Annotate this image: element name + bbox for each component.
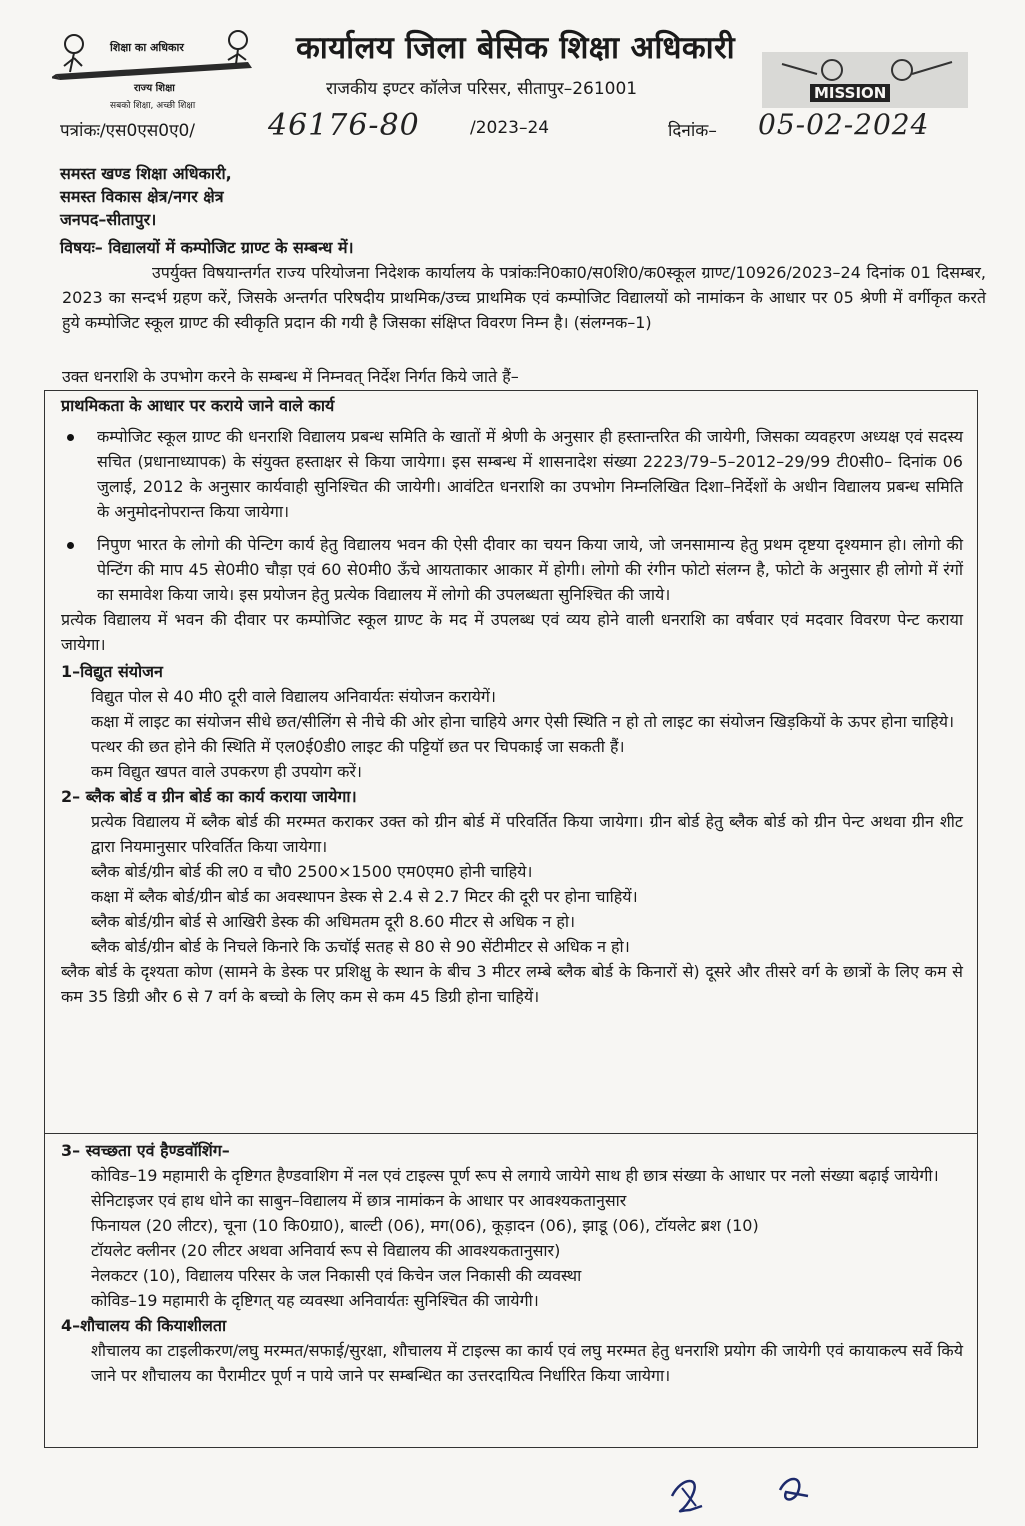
instructions-intro: उक्त धनराशि के उपभोग करने के सम्बन्ध में निम्नवत् निर्देश निर्गत किये जाते हैं–: [62, 367, 519, 386]
ref-prefix: पत्रांकः/एस0एस0ए0/: [60, 121, 196, 141]
addressee-line: समस्त खण्ड शिक्षा अधिकारी,: [60, 164, 232, 183]
section1-heading: 1–विद्युत संयोजन: [61, 662, 163, 681]
section3-line: कोविड–19 महामारी के दृष्टिगत हैण्डवाशिग में नल एवं टाइल्स पूर्ण रूप से लगाये जायेगे साथ ही छात्र संख्या के आधार पर नलो संख्या बढ़ाई जायेगी।: [91, 1166, 939, 1185]
logo-text-tagline: सबको शिक्षा, अच्छी शिक्षा: [110, 101, 196, 111]
section2-line: ब्लैक बोर्ड/ग्रीन बोर्ड के निचले किनारे कि ऊचॉई सतह से 80 से 90 सेंटीमीटर से अधिक न हो।: [91, 937, 630, 956]
ref-number: 46176-80: [268, 108, 420, 143]
intro-paragraph: उपर्युक्त विषयान्तर्गत राज्य परियोजना निदेशक कार्यालय के पत्रांकःनि0का0/स0शि0/क0स्कूल ग्राण्ट/10926/2023–24 दिनांक 01 दिसम्बर, 2023 का सन्दर्भ ग्रहण करें, जिसके अन्तर्गत परिषदीय प्राथमिक/उच्च प्राथमिक एवं कम्पोजिट विद्यालयों को नामांकन के आधार पर 05 श्रेणी में वर्गीकृत करते हुये कम्पोजिट स्कूल ग्राण्ट की स्वीकृति प्रदान की गयी है जिसका संक्षिप्त विवरण निम्न है। (संलग्नक–1): [62, 263, 986, 332]
list-item: [61, 424, 963, 524]
bullet-text: निपुण भारत के लोगो की पेन्टिग कार्य हेतु विद्यालय भवन की ऐसी दीवार का चयन किया जाये, जो जनसामान्य हेतु प्रथम दृष्टया दृश्यमान हो। लोगो की पेन्टिंग की माप 45 से0मी0 चौड़ा एवं 60 से0मी0 ऊँचे आयताकार आकार में होगी। लोगो की रंगीन फोटो संलग्न है, फोटो के अनुसार ही लोगो में रंगों का समावेश किया जाये। इस प्रयोजन हेतु प्रत्येक विद्यालय में लोगो की उपलब्धता सुनिश्चित की जाये।: [97, 535, 963, 604]
section1-line: कक्षा में लाइट का संयोजन सीधे छत/सीलिंग से नीचे की ओर होना चाहिये अगर ऐसी स्थिति न हो तो लाइट का संयोजन खिड़कियों के ऊपर होना चाहिये।: [91, 712, 955, 731]
section3-line: टॉयलेट क्लीनर (20 लीटर अथवा अनिवार्य रूप से विद्यालय की आवश्यकतानुसार): [91, 1241, 561, 1260]
priority-works-box: [44, 390, 978, 1134]
section3-line: नेलकटर (10), विद्यालय परिसर के जल निकासी एवं किचेन जल निकासी की व्यवस्था: [91, 1266, 582, 1285]
logo-text-state: राज्य शिक्षा: [134, 83, 175, 94]
logo-left: [52, 22, 262, 114]
section2-line: प्रत्येक विद्यालय में ब्लैक बोर्ड की मरम्मत कराकर उक्त को ग्रीन बोर्ड में परिवर्तित किया जायेगा। ग्रीन बोर्ड हेतु ब्लैक बोर्ड को ग्रीन पेन्ट अथवा ग्रीन शीट द्वारा नियमानुसार परिवर्तित किया जायेगा।: [91, 812, 963, 856]
section1-line: विद्युत पोल से 40 मी0 दूरी वाले विद्यालय अनिवार्यतः संयोजन करायेगें।: [91, 687, 496, 706]
list-item: [61, 532, 963, 607]
section2-line: ब्लैक बोर्ड/ग्रीन बोर्ड की ल0 व चौ0 2500×1500 एम0एम0 होनी चाहिये।: [91, 862, 533, 881]
addressee-line: समस्त विकास क्षेत्र/नगर क्षेत्र: [60, 187, 224, 206]
section3-line: फिनायल (20 लीटर), चूना (10 कि0ग्रा0), बाल्टी (06), मग(06), कूड़ादन (06), झाडू (06), टॉयलेट ब्रश (10): [91, 1216, 759, 1235]
bullet-icon: [67, 434, 74, 441]
section2-line: ब्लैक बोर्ड/ग्रीन बोर्ड से आखिरी डेस्क की अधिमतम दूरी 8.60 मीटर से अधिक न हो।: [91, 912, 576, 931]
section1-line: कम विद्युत खपत वाले उपकरण ही उपयोग करें।: [91, 762, 362, 781]
section2-line: कक्षा में ब्लैक बोर्ड/ग्रीन बोर्ड का अवस्थापन डेस्क से 2.4 से 2.7 मिटर की दूरी पर होना चाहियें।: [91, 887, 638, 906]
mission-logo-text: MISSION: [810, 84, 890, 102]
date-label: दिनांक–: [668, 121, 717, 141]
hygiene-toilet-box: [44, 1134, 978, 1448]
ref-session: /2023–24: [470, 118, 550, 138]
section2-note: ब्लैक बोर्ड के दृश्यता कोण (सामने के डेस्क पर प्रशिक्षु के स्थान के बीच 3 मीटर लम्बे ब्लैक बोर्ड के किनारों से) दूसरे और तीसरे वर्ग के छात्रों के लिए कम से कम 35 डिग्री और 6 से 7 वर्ग के बच्चो के लिए कम से कम 45 डिग्री होना चाहियें।: [61, 962, 963, 1006]
section4-heading: 4–शौचालय की कियाशीलता: [61, 1316, 227, 1335]
logo-right: [762, 52, 968, 108]
letter-date: 05-02-2024: [758, 108, 930, 141]
section2-heading: 2– ब्लैक बोर्ड व ग्रीन बोर्ड का कार्य कराया जायेगा।: [61, 787, 357, 806]
signature-icon: [662, 1466, 822, 1516]
signature-area: [662, 1466, 822, 1516]
priority-note: प्रत्येक विद्यालय में भवन की दीवार पर कम्पोजिट स्कूल ग्राण्ट के मद में उपलब्ध एवं व्यय होने वाली धनराशि का वर्षवार एवं मदवार विवरण पेन्ट कराया जायेगा।: [61, 610, 963, 654]
bullet-icon: [67, 542, 74, 549]
section3-heading: 3– स्वच्छता एवं हैण्डवॉशिंग–: [61, 1141, 230, 1160]
priority-heading: प्राथमिकता के आधार पर कराये जाने वाले कार्य: [61, 396, 335, 415]
section1-line: पत्थर की छत होने की स्थिति में एल0ई0डी0 लाइट की पट्टियॉ छत पर चिपकाई जा सकती हैं।: [91, 737, 625, 756]
section3-line: सेनिटाइजर एवं हाथ धोने का साबुन–विद्यालय में छात्र नामांकन के आधार पर आवश्यकतानुसार: [91, 1191, 627, 1210]
addressee-line: जनपद–सीतापुर।: [60, 210, 157, 229]
office-title: कार्यालय जिला बेसिक शिक्षा अधिकारी: [296, 30, 735, 66]
logo-text-rte: शिक्षा का अधिकार: [110, 41, 184, 54]
subject-line: विषयः– विद्यालयों में कम्पोजिट ग्राण्ट के सम्बन्ध में।: [60, 238, 354, 257]
section4-text: शौचालय का टाइलीकरण/लघु मरम्मत/सफाई/सुरक्षा, शौचालय में टाइल्स का कार्य एवं लघु मरम्मत हेतु धनराशि प्रयोग की जायेगी एवं कायाकल्प सर्वे किये जाने पर शौचालय का पैरामीटर पूर्ण न पाये जाने पर सम्बन्धित का उत्तरदायित्व निर्धारित किया जायेगा।: [91, 1341, 963, 1385]
bullet-text: कम्पोजिट स्कूल ग्राण्ट की धनराशि विद्यालय प्रबन्ध समिति के खातों में श्रेणी के अनुसार ही हस्तान्तरित की जायेगी, जिसका व्यवहरण अध्यक्ष एवं सदस्य सचित (प्रधानाध्यापक) के संयुक्त हस्ताक्षर से किया जायेगा। इस सम्बन्ध में शासनादेश संख्या 2223/79–5–2012–29/99 टी0सी0– दिनांक 06 जुलाई, 2012 के अनुसार कार्यवाही सुनिश्चित की जायेगी। आवंटित धनराशि का उपभोग निम्नलिखित दिशा–निर्देशों के अधीन विद्यालय प्रबन्ध समिति के अनुमोदनोपरान्त किया जायेगा।: [97, 427, 963, 521]
section3-line: कोविड–19 महामारी के दृष्टिगत् यह व्यवस्था अनिवार्यतः सुनिश्चित की जायेगी।: [91, 1291, 539, 1310]
office-address: राजकीय इण्टर कॉलेज परिसर, सीतापुर–261001: [326, 79, 638, 99]
addressee-block: [60, 162, 232, 231]
